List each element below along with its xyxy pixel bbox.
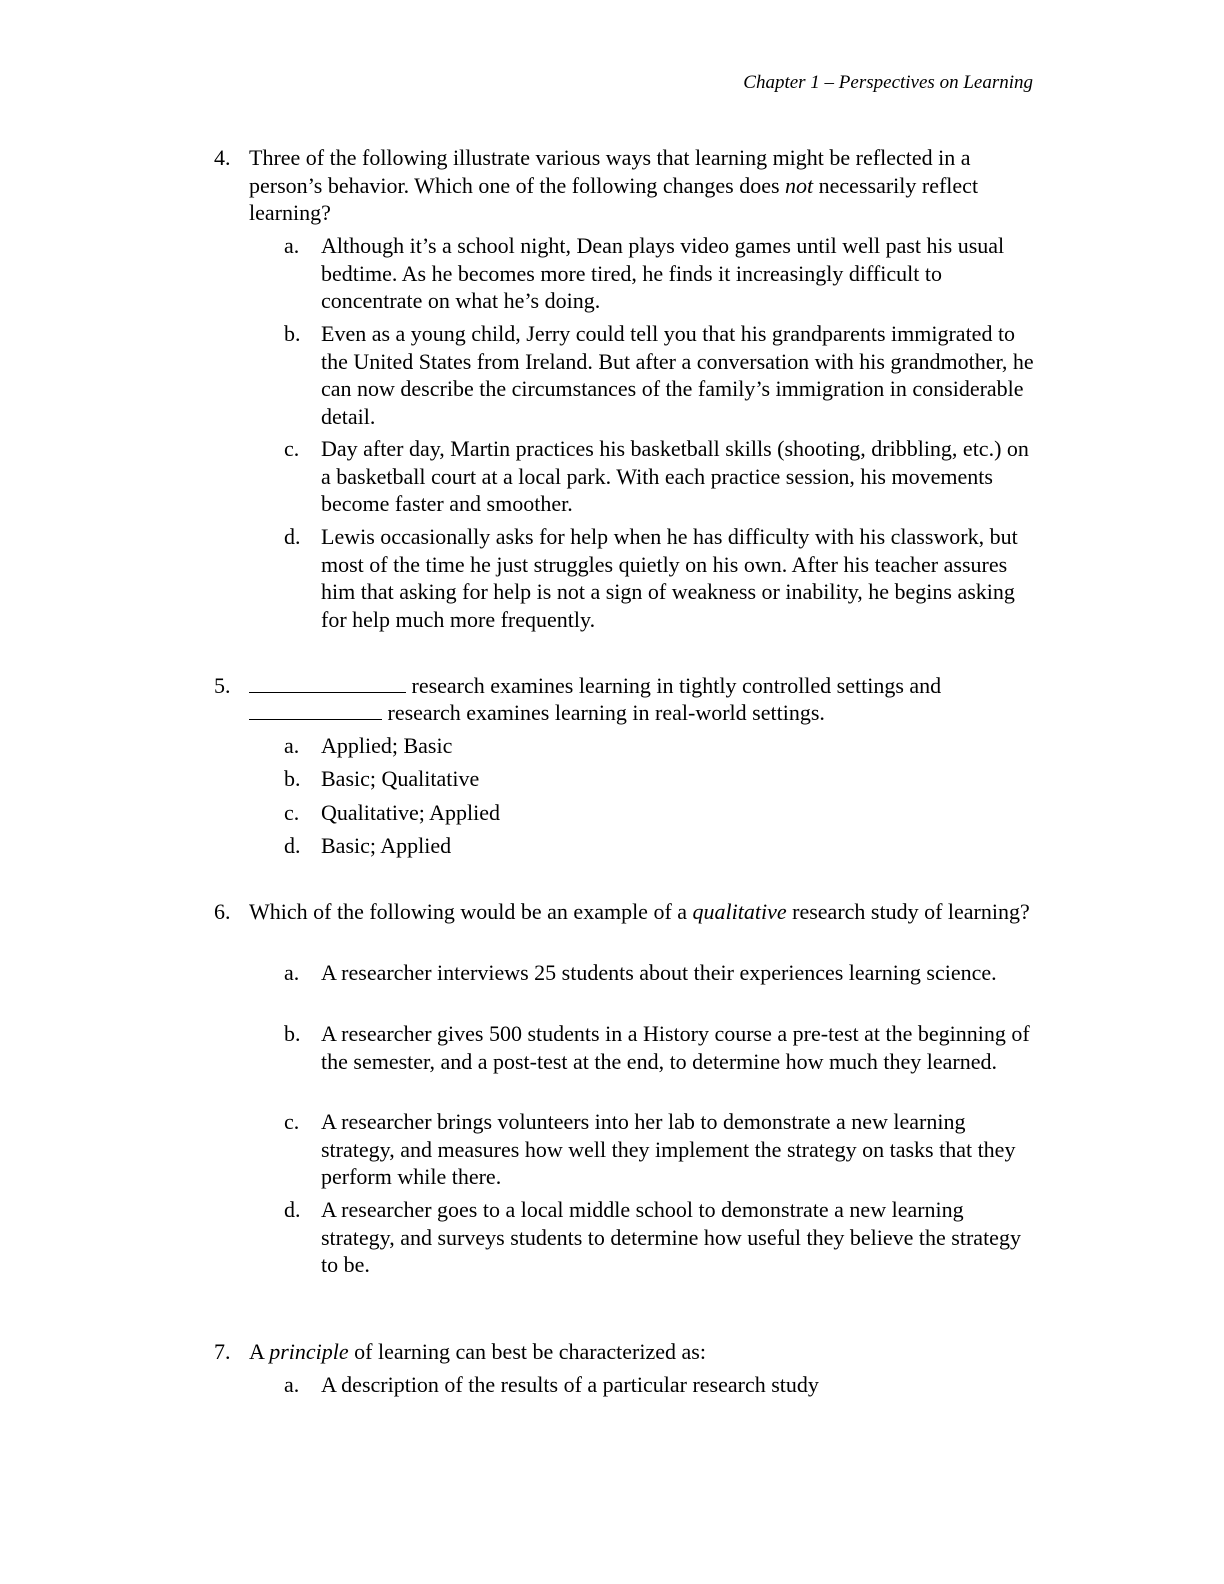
option-text: Day after day, Martin practices his basketball skills (shooting, dribbling, etc.) on a basketball court at a local park. With each practice session, his movements become faster and smoother. (321, 436, 1029, 516)
option-letter: d. (284, 1197, 301, 1222)
option-text: Although it’s a school night, Dean plays video games until well past his usual bedtime. As he becomes more tired, he finds it increasingly difficult to concentrate on what he’s doing. (321, 233, 1005, 313)
option-text: A description of the results of a particular research study (321, 1372, 819, 1397)
option-letter: c. (284, 800, 300, 825)
option-text: Even as a young child, Jerry could tell you that his grandparents immigrated to the United States from Ireland. But after a conversation with his grandmother, he can now describe the circumstances of the family’s immigration in considerable detail. (321, 321, 1034, 429)
question-number: 4. (214, 145, 231, 170)
option-text: Basic; Applied (321, 833, 452, 858)
option-letter: b. (284, 1021, 301, 1046)
option-letter: c. (284, 436, 300, 461)
option-text: Lewis occasionally asks for help when he has difficulty with his classwork, but most of the time he just struggles quietly on his own. After his teacher assures him that asking for help is not a sign of weakness or inability, he begins asking for help much more frequently. (321, 524, 1018, 632)
option-text: A researcher goes to a local middle school to demonstrate a new learning strategy, and surveys students to determine how useful they believe the strategy to be. (321, 1197, 1021, 1277)
option-text: A researcher brings volunteers into her lab to demonstrate a new learning strategy, and measures how well they implement the strategy on tasks that they perform while there. (321, 1109, 1016, 1189)
question-number: 5. (214, 673, 231, 698)
fill-in-blank (249, 699, 382, 720)
option-letter: b. (284, 321, 301, 346)
question-stem: research examines learning in tightly controlled settings and (249, 672, 1039, 700)
option-text: A researcher gives 500 students in a History course a pre-test at the beginning of the semester, and a post-test at the end, to determine how much they learned. (321, 1021, 1030, 1074)
question-stem: A principle of learning can best be characterized as: (249, 1339, 706, 1364)
option-letter: a. (284, 960, 300, 985)
option-letter: d. (284, 524, 301, 549)
option-letter: a. (284, 1372, 300, 1397)
option-letter: d. (284, 833, 301, 858)
option-text: A researcher interviews 25 students about their experiences learning science. (321, 960, 997, 985)
emphasis: qualitative (692, 899, 787, 924)
option-text: Qualitative; Applied (321, 800, 501, 825)
option-text: Basic; Qualitative (321, 766, 480, 791)
question-stem: Which of the following would be an example of a qualitative research study of learning? (249, 899, 1030, 924)
question-number: 7. (214, 1339, 231, 1364)
option-letter: a. (284, 233, 300, 258)
option-letter: b. (284, 766, 301, 791)
emphasis: not (785, 172, 814, 198)
question-stem-line-2: research examines learning in real-world settings. (249, 699, 1039, 727)
fill-in-blank (249, 672, 406, 693)
question-number: 6. (214, 899, 231, 924)
option-letter: c. (284, 1109, 300, 1134)
option-letter: a. (284, 733, 300, 758)
page-header: Chapter 1 – Perspectives on Learning (743, 72, 1033, 93)
option-text: Applied; Basic (321, 733, 453, 758)
question-stem: Three of the following illustrate various ways that learning might be reflected in a person’s behavior. Which one of the following changes does not necessarily reflect learning? (249, 145, 979, 225)
emphasis: principle (269, 1339, 349, 1364)
